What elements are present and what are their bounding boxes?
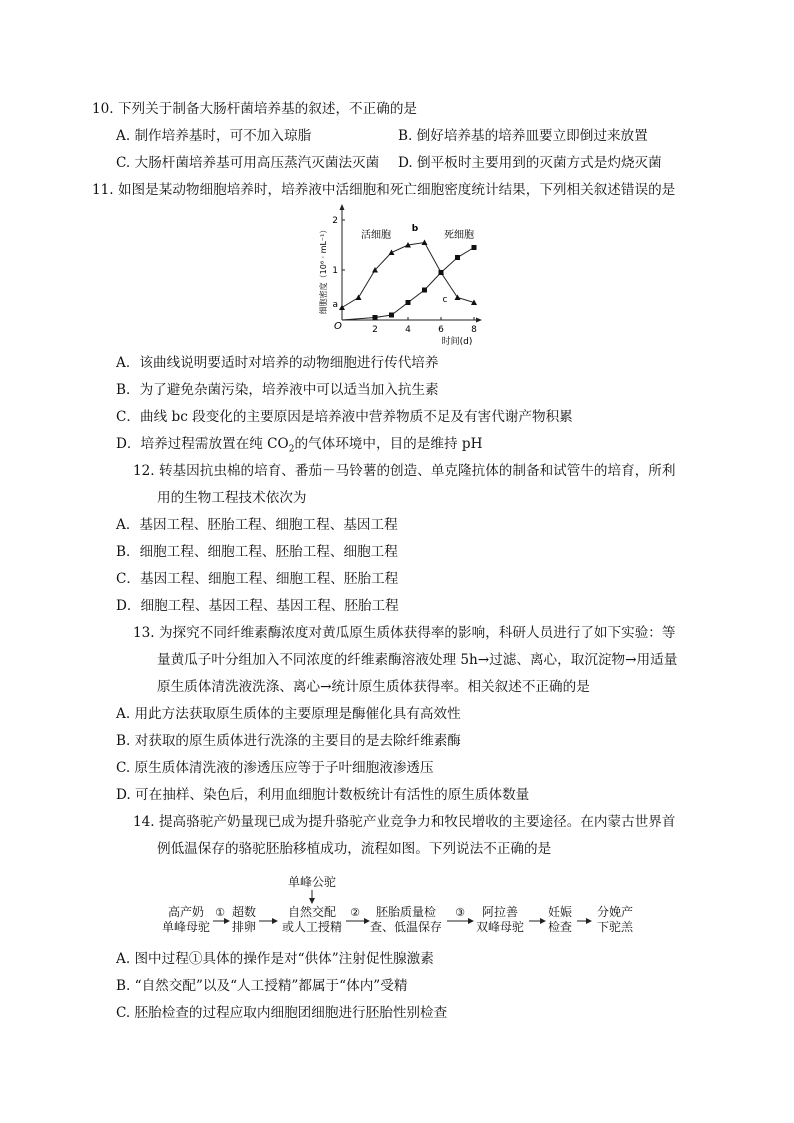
embryo-transfer-flowchart [155, 870, 655, 940]
flow-node-2-line2: 排卵 [231, 920, 257, 934]
chart-origin-label: O [334, 321, 342, 332]
q11-option-c: C．曲线 bc 段变化的主要原因是培养液中营养物质不足及有害代谢产物积累 [116, 409, 573, 425]
q14-stem-line2: 例低温保存的骆驼胚胎移植成功，流程如图。下列说法不正确的是 [157, 841, 552, 857]
q13-option-a: A. 用此方法获取原生质体的主要原理是酶催化具有高效性 [116, 706, 461, 722]
q12-option-a: A．基因工程、胚胎工程、细胞工程、基因工程 [116, 517, 398, 533]
dead-cells-line [342, 248, 474, 321]
x-tick-label: 6 [438, 325, 444, 335]
live-cells-point [422, 240, 428, 246]
q12-option-d: D．细胞工程、基因工程、基因工程、胚胎工程 [116, 598, 399, 614]
annotation-b: b [411, 224, 419, 234]
flow-node-3-line2: 或人工授精 [281, 920, 343, 934]
q11-option-d-subscript: 2 [288, 444, 295, 455]
dead-cells-point [422, 288, 427, 293]
q14-option-c: C. 胚胎检查的过程应取内细胞团细胞进行胚胎性别检查 [116, 1005, 448, 1021]
q14-option-a: A. 图中过程①具体的操作是对“供体”注射促性腺激素 [116, 951, 434, 967]
x-tick-label: 8 [471, 325, 477, 335]
flow-node-2-line1: 超数 [231, 905, 257, 919]
flow-node-5-line2: 双峰母驼 [475, 920, 525, 934]
chart-x-axis-label: 时间(d) [441, 337, 473, 347]
cell-density-chart [312, 202, 484, 348]
chart-y-axis-label: 细胞密度（10⁶ · mL⁻¹） [319, 225, 328, 315]
q13-option-b: B. 对获取的原生质体进行洗涤的主要目的是去除纤维素酶 [116, 733, 461, 749]
q11-stem: 11. 如图是某动物细胞培养时，培养液中活细胞和死亡细胞密度统计结果，下列相关叙述错误的是 [92, 182, 676, 198]
flow-node-7-line1: 分娩产 [596, 905, 634, 919]
x-tick-label: 2 [372, 325, 378, 335]
x-tick-label: 4 [405, 325, 411, 335]
dead-cells-point [472, 245, 477, 250]
q10-option-b: B. 倒好培养基的培养皿要立即倒过来放置 [398, 128, 648, 144]
q10-option-c: C. 大肠杆菌培养基可用高压蒸汽灭菌法灭菌 [116, 155, 380, 171]
q10-stem: 10. 下列关于制备大肠杆菌培养基的叙述，不正确的是 [92, 101, 418, 117]
q12-option-c: C．基因工程、细胞工程、细胞工程、胚胎工程 [116, 571, 399, 587]
flow-step-3: ③ [455, 906, 465, 919]
live-cells-point [455, 295, 461, 301]
flow-node-1-line2: 单峰母驼 [161, 920, 211, 934]
q13-option-c: C. 原生质体清洗液的渗透压应等于子叶细胞液渗透压 [116, 760, 434, 776]
chart-y-arrow [340, 204, 345, 210]
q11-option-d [116, 435, 482, 459]
q11-option-a: A．该曲线说明要适时对培养的动物细胞进行传代培养 [116, 355, 439, 371]
flow-node-4-line2: 查、低温保存 [369, 920, 443, 934]
q14-option-b: B. “自然交配”以及“人工授精”都属于“体内”受精 [116, 978, 408, 994]
q13-option-d: D. 可在抽样、染色后，利用血细胞计数板统计有活性的原生质体数量 [116, 787, 530, 803]
flow-node-1-line1: 高产奶 [167, 905, 205, 919]
flow-node-6-line1: 妊娠 [547, 905, 573, 919]
flow-node-4-line1: 胚胎质量检 [375, 905, 437, 919]
dead-cells-point [406, 300, 411, 305]
annotation-c: c [442, 295, 448, 305]
series-label-live-cells: 活细胞 [361, 230, 391, 241]
q10-option-a: A. 制作培养基时，可不加入琼脂 [116, 128, 312, 144]
chart-x-arrow [476, 318, 482, 323]
dead-cells-point [455, 255, 460, 260]
flow-node-3-line1: 自然交配 [287, 905, 337, 919]
flow-node-6-line2: 检查 [547, 920, 573, 934]
q11-option-b: B．为了避免杂菌污染，培养液中可以适当加入抗生素 [116, 382, 439, 398]
dead-cells-point [439, 270, 444, 275]
flow-step-2: ② [350, 906, 360, 919]
q10-option-d: D. 倒平板时主要用到的灭菌方式是灼烧灭菌 [398, 155, 662, 171]
q13-stem-line1: 13. 为探究不同纤维素酶浓度对黄瓜原生质体获得率的影响，科研人员进行了如下实验：等 [133, 625, 676, 641]
live-cells-point [339, 305, 345, 311]
q12-stem-line2: 用的生物工程技术依次为 [157, 490, 307, 506]
q14-stem-line1: 14. 提高骆驼产奶量现已成为提升骆驼产业竞争力和牧民增收的主要途径。在内蒙古世界首 [133, 814, 676, 830]
flow-top-node: 单峰公驼 [287, 875, 337, 889]
flow-node-5-line1: 阿拉善 [481, 905, 519, 919]
flow-step-1: ① [215, 906, 225, 919]
q13-stem-line3: 原生质体清洗液洗涤、离心→统计原生质体获得率。相关叙述不正确的是 [157, 679, 590, 695]
q11-option-d-text-1: D．培养过程需放置在纯 CO [116, 436, 289, 452]
q12-option-b: B．细胞工程、细胞工程、胚胎工程、细胞工程 [116, 544, 398, 560]
annotation-a: a [332, 300, 338, 310]
y-tick-label: 2 [332, 216, 338, 226]
q13-stem-line2: 量黄瓜子叶分组加入不同浓度的纤维素酶溶液处理 5h→过滤、离心，取沉淀物→用适量 [157, 652, 678, 668]
dead-cells-point [389, 313, 394, 318]
q12-stem-line1: 12. 转基因抗虫棉的培育、番茄－马铃薯的创造、单克隆抗体的制备和试管牛的培育，所利 [133, 463, 676, 479]
live-cells-point [356, 295, 362, 301]
series-label-dead-cells: 死细胞 [444, 230, 474, 241]
y-tick-label: 1 [332, 266, 338, 276]
q11-option-d-text-2: 的气体环境中，目的是维持 pH [294, 436, 483, 452]
live-cells-point [389, 250, 395, 256]
dead-cells-point [373, 315, 378, 320]
live-cells-line [342, 243, 474, 308]
flow-node-7-line2: 下驼羔 [596, 920, 634, 934]
